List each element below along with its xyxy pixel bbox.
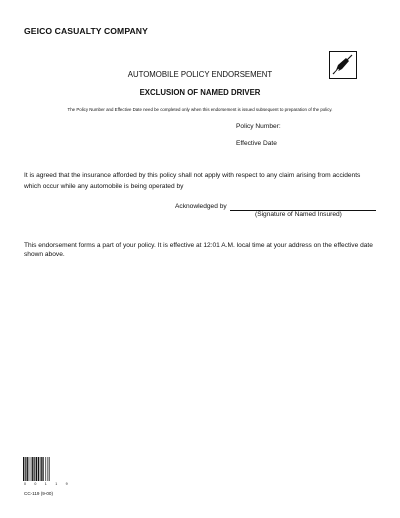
barcode-digits: 0 0 1 1 9: [24, 482, 72, 486]
exclusion-paragraph: It is agreed that the insurance afforded by this policy shall not apply with respect to any claim arising from accidents which occur while any automobile is being operated by: [24, 172, 361, 190]
effective-paragraph: This endorsement forms a part of your policy. It is effective at 12:01 A.M. local time at your address on the effective date shown above.: [24, 242, 373, 258]
acknowledged-by-label: Acknowledged by: [175, 203, 227, 210]
company-name: GEICO CASUALTY COMPANY: [24, 26, 148, 36]
endorsement-title: AUTOMOBILE POLICY ENDORSEMENT: [127, 70, 273, 79]
completion-note: The Policy Number and Effective Date need be completed only when this endorsement is issued subsequent to preparation of the policy.: [67, 107, 333, 112]
policy-number-label: Policy Number:: [236, 123, 281, 130]
form-code: CC-119 (9-00): [24, 491, 54, 496]
effective-date-label: Effective Date: [236, 140, 277, 147]
endorsement-subtitle: EXCLUSION OF NAMED DRIVER: [139, 88, 261, 97]
barcode: [23, 457, 65, 481]
signature-caption: (Signature of Named Insured): [255, 211, 342, 218]
